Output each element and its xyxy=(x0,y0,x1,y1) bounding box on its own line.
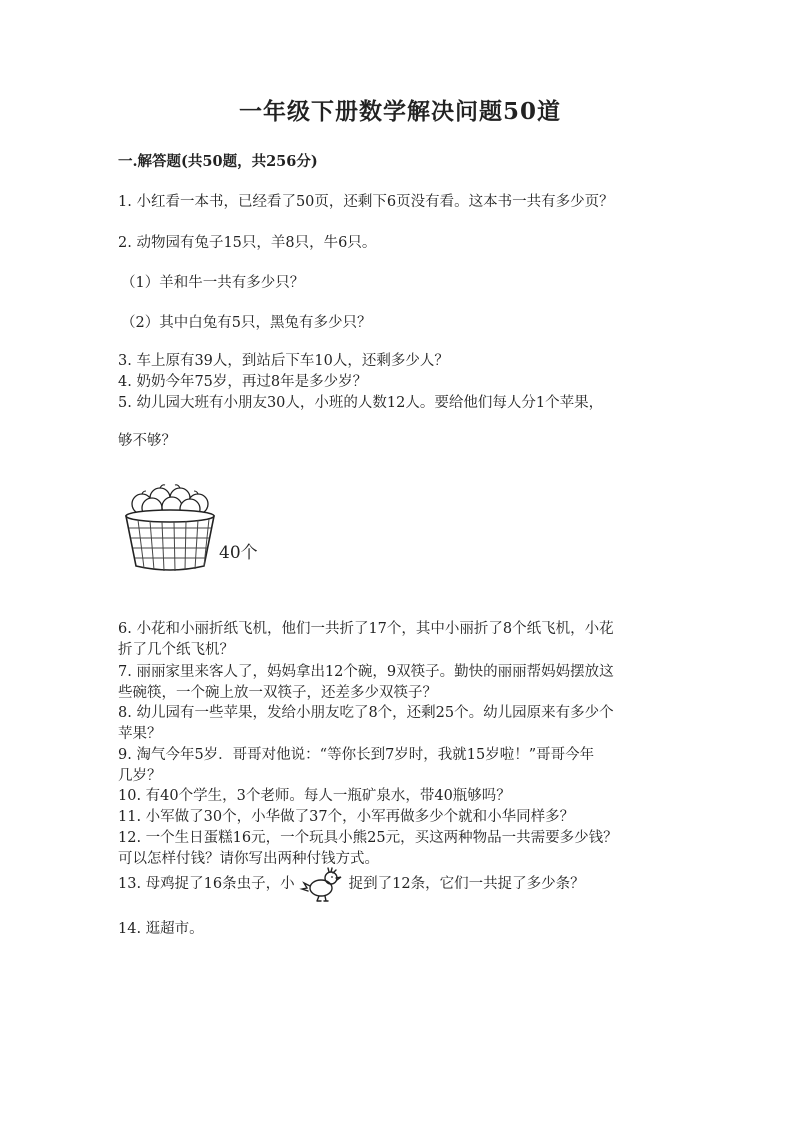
question-6-line-1: 6. 小花和小丽折纸飞机，他们一共折了17个，其中小丽折了8个纸飞机，小花 xyxy=(118,621,614,637)
question-7-line-2: 些碗筷，一个碗上放一双筷子，还差多少双筷子？ xyxy=(118,685,437,701)
page-title: 一年级下册数学解决问题50道 xyxy=(238,98,561,125)
question-14: 14. 逛超市。 xyxy=(118,921,204,937)
question-6-line-2: 折了几个纸飞机？ xyxy=(118,642,234,658)
question-2-part-2: （2）其中白兔有5只，黑兔有多少只？ xyxy=(121,315,372,331)
question-12-line-2: 可以怎样付钱？请你写出两种付钱方式。 xyxy=(118,851,379,867)
question-3: 3. 车上原有39人，到站后下车10人，还剩多少人？ xyxy=(118,353,449,369)
question-10: 10. 有40个学生，3个老师。每人一瓶矿泉水，带40瓶够吗？ xyxy=(118,788,511,804)
question-13-part-2: 捉到了12条，它们一共捉了多少条？ xyxy=(348,876,585,892)
question-8-line-2: 苹果？ xyxy=(118,726,162,742)
question-5-line-2: 够不够？ xyxy=(118,433,176,449)
question-13-part-1: 13. 母鸡捉了16条虫子，小 xyxy=(118,876,295,892)
question-2-part-1: （1）羊和牛一共有多少只？ xyxy=(121,275,305,291)
question-7-line-1: 7. 丽丽家里来客人了，妈妈拿出12个碗，9双筷子。勤快的丽丽帮妈妈摆放这 xyxy=(118,664,614,680)
chick-icon xyxy=(299,866,345,902)
question-4: 4. 奶奶今年75岁，再过8年是多少岁？ xyxy=(118,374,368,390)
question-8-line-1: 8. 幼儿园有一些苹果，发给小朋友吃了8个，还剩25个。幼儿园原来有多少个 xyxy=(118,705,614,721)
basket-count-label: 40个 xyxy=(219,543,258,563)
question-13 xyxy=(118,866,585,902)
question-12-line-1: 12. 一个生日蛋糕16元，一个玩具小熊25元，买这两种物品一共需要多少钱？ xyxy=(118,830,618,846)
question-9-line-2: 几岁？ xyxy=(118,768,162,784)
question-5-line-1: 5. 幼儿园大班有小朋友30人，小班的人数12人。要给他们每人分1个苹果， xyxy=(118,395,604,411)
question-11: 11. 小军做了30个，小华做了37个，小军再做多少个就和小华同样多？ xyxy=(118,809,575,825)
apple-basket-icon xyxy=(120,482,220,574)
question-1: 1. 小红看一本书，已经看了50页，还剩下6页没有看。这本书一共有多少页？ xyxy=(118,194,614,210)
question-9-line-1: 9. 淘气今年5岁．哥哥对他说：“等你长到7岁时，我就15岁啦！”哥哥今年 xyxy=(118,747,595,763)
question-2: 2. 动物园有兔子15只，羊8只，牛6只。 xyxy=(118,235,377,251)
section-heading: 一.解答题(共50题，共256分) xyxy=(118,153,318,170)
